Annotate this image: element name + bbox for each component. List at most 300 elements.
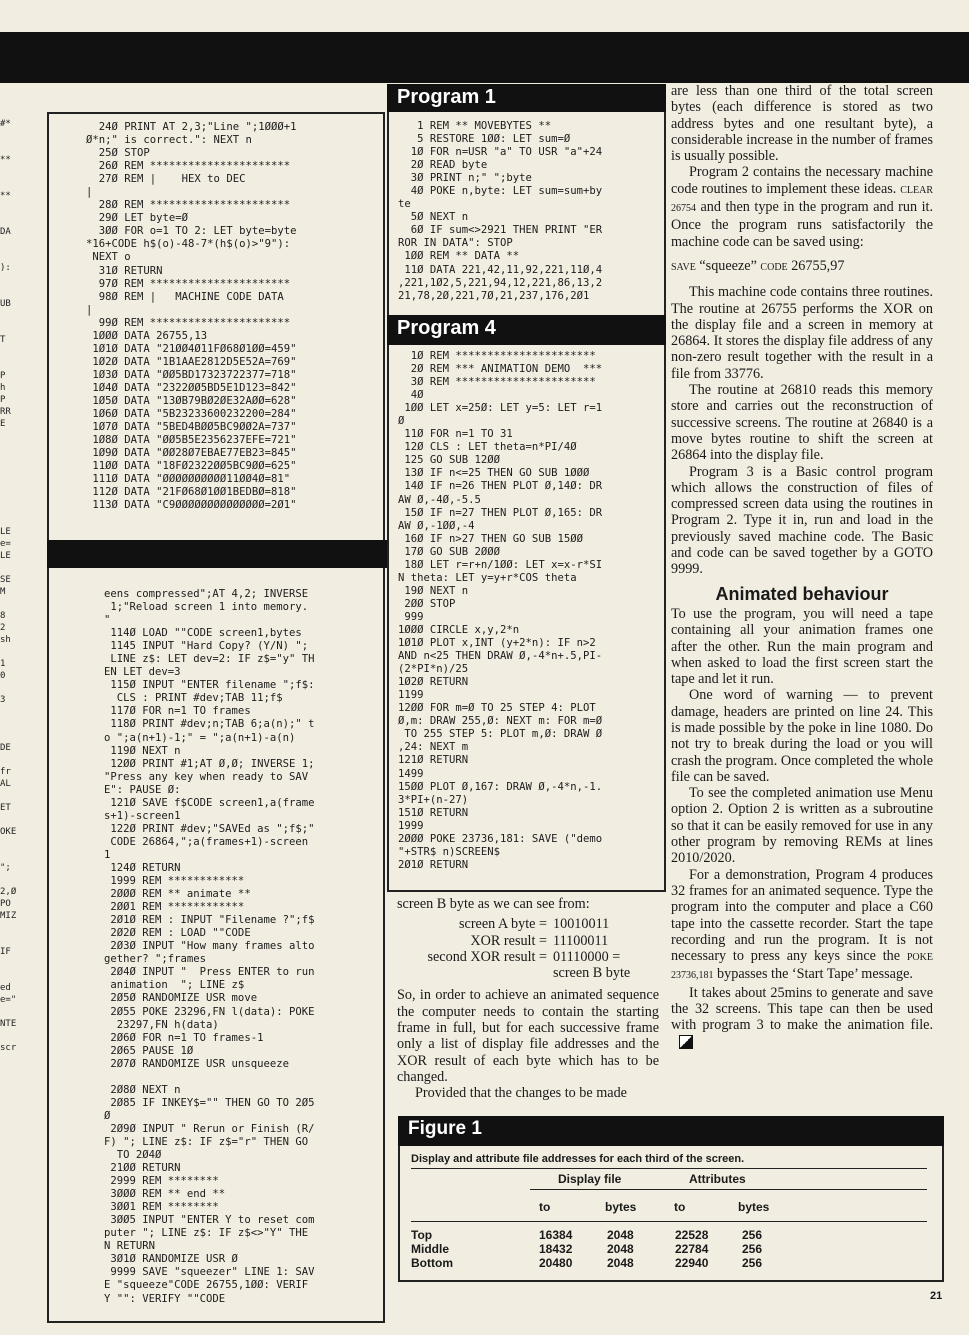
code-line: 1 REM ** MOVEBYTES ** xyxy=(398,120,552,132)
edge-fragment xyxy=(0,1030,45,1042)
edge-fragment xyxy=(0,514,45,526)
sub-header-rule xyxy=(411,1221,927,1222)
edge-fragment: ** xyxy=(0,191,11,201)
table-row-bottom xyxy=(411,1256,927,1270)
table-cell: 256 xyxy=(742,1228,763,1242)
code-line: 1ØØØ DATA 26755,13 xyxy=(86,329,208,342)
edge-fragment: ed xyxy=(0,983,11,993)
col1-right-rule xyxy=(383,112,385,540)
code-line: 1 xyxy=(104,848,111,861)
right-paragraph-2-text-b: and then type in the program and run it. Once the program runs satisfactorily the machine code can be saved using: xyxy=(671,199,933,250)
code-line: 114Ø LOAD ""CODE screen1,bytes xyxy=(104,627,302,640)
code-line: 2Ø8Ø NEXT n xyxy=(104,1083,181,1096)
edge-fragment xyxy=(0,322,45,334)
right-paragraph-10-text: It takes about 25mins to generate and save the 32 screens. This tape can then be used with program 3 to make the animation file. xyxy=(671,984,933,1034)
sub-header-bytes: bytes xyxy=(738,1200,770,1214)
code-line: Ø*n;" is correct.": NEXT n xyxy=(86,134,252,147)
code-line: 1Ø7Ø DATA "5BED4BØØ5BC9ØØ2A=737" xyxy=(86,421,297,434)
sub-header-to: to xyxy=(674,1200,686,1214)
code-line: 1Ø8Ø DATA "ØØ5B5E2356237EFE=721" xyxy=(86,434,297,447)
code-line: 122Ø PRINT #dev;"SAVEd as ";f$;" xyxy=(104,822,315,835)
code-line: puter "; LINE z$: IF z$<>"Y" THE xyxy=(104,1227,309,1240)
code-line: 1Ø FOR n=USR "a" TO USR "a"+24 xyxy=(398,146,603,159)
table-cell: 16384 xyxy=(539,1228,573,1242)
edge-fragment xyxy=(0,478,45,490)
code-line: CODE 26864,";a(frames+1)-screen xyxy=(104,835,309,848)
figure1-table-area xyxy=(398,1146,944,1282)
right-paragraph-7: One word of warning — to prevent damage, headers are printed on line 24. This is made possible by the poke in line 1080. Do not try to break during the load or you will crash the program. Once completed the whole file can be saved. xyxy=(671,687,933,785)
code-line: 26Ø REM ********************** xyxy=(86,160,291,173)
col2-bottom-rule xyxy=(387,890,666,892)
edge-fragment xyxy=(0,142,45,154)
code-line: 3Ø1Ø RANDOMIZE USR Ø xyxy=(104,1253,238,1266)
code-line: 3ØØ5 INPUT "ENTER Y to reset com xyxy=(104,1214,315,1227)
code-line: 1Ø1Ø DATA "21ØØ4Ø11FØ68Ø1ØØ=459" xyxy=(86,342,297,355)
right-paragraph-2 xyxy=(671,164,933,249)
edge-fragment xyxy=(0,274,45,286)
code-line: 99Ø REM ********************** xyxy=(86,316,291,329)
code-line: 111Ø DATA "ØØØØØØØØØØ11ØØ4Ø=81" xyxy=(86,473,291,486)
edge-fragment: LE xyxy=(0,551,11,561)
code-line: 121Ø RETURN xyxy=(398,754,469,767)
code-line: AW Ø,-1ØØ,-4 xyxy=(398,519,475,532)
edge-fragment: e= xyxy=(0,539,11,549)
code-line: 16Ø IF n>27 THEN GO SUB 15ØØ xyxy=(398,532,583,545)
edge-fragment xyxy=(0,718,45,730)
code-line: Ø xyxy=(104,1109,111,1122)
page-number: 21 xyxy=(930,1290,943,1302)
edge-fragment: 1 xyxy=(0,659,6,669)
code-line: 5Ø NEXT n xyxy=(398,211,469,224)
edge-fragment: SE xyxy=(0,575,11,585)
code-line: 121Ø SAVE f$CODE screen1,a(frame xyxy=(104,796,315,809)
program1-listing xyxy=(398,120,602,303)
save-args: 26755,97 xyxy=(791,257,845,274)
code-line: "+STR$ n)SCREEN$ xyxy=(398,845,501,858)
code-line: 21,78,2Ø,221,7Ø,21,237,176,2Ø1 xyxy=(398,289,590,302)
header-band xyxy=(0,32,969,83)
table-cell: 2048 xyxy=(607,1256,634,1270)
code-line: ,24: NEXT m xyxy=(398,741,469,754)
code-line: 2ØØ1 REM ************ xyxy=(104,901,245,914)
col1-bottom-right-rule xyxy=(383,568,385,1322)
code-line: 3Ø REM ********************** xyxy=(398,376,596,389)
save-command xyxy=(671,258,933,276)
col1-left-rule xyxy=(47,112,49,1322)
col1-top-rule xyxy=(47,112,385,114)
edge-fragment: ** xyxy=(0,155,11,165)
edge-fragment: LE xyxy=(0,527,11,537)
code-line: 1ØØ REM ** DATA ** xyxy=(398,250,520,263)
table-cell: 22784 xyxy=(675,1242,709,1256)
code-line: 3Ø PRINT n;" ";byte xyxy=(398,172,532,185)
code-line: 1999 xyxy=(398,819,424,832)
code-line: 2Ø3Ø INPUT "How many frames alto xyxy=(104,940,315,953)
code-line: 15ØØ PLOT Ø,167: DRAW Ø,-4*n,-1. xyxy=(398,780,603,793)
code-line: 13Ø IF n<=25 THEN GO SUB 1ØØØ xyxy=(398,467,590,480)
edge-fragment: scr xyxy=(0,1043,17,1053)
table-row-top xyxy=(411,1228,927,1242)
edge-fragment: DA xyxy=(0,227,11,237)
edge-fragment: IF xyxy=(0,947,11,957)
table-cell: 22940 xyxy=(675,1256,709,1270)
code-keyword: CODE xyxy=(760,261,788,273)
xor-label: screen A byte = xyxy=(459,916,547,933)
col2-left-rule xyxy=(387,112,389,892)
figure1-caption-rule xyxy=(411,1168,927,1169)
edge-fragment xyxy=(0,598,45,610)
right-column-text xyxy=(671,83,933,1050)
code-line: 2ØØ STOP xyxy=(398,597,456,610)
program4-listing xyxy=(398,350,602,872)
col2-right-rule xyxy=(664,84,666,892)
code-line: AND n<25 THEN DRAW Ø,-4*n+.5,PI- xyxy=(398,650,603,663)
edge-fragment: sh xyxy=(0,635,11,645)
code-line: 25Ø STOP xyxy=(86,147,150,160)
xor-example xyxy=(397,916,659,981)
edge-fragment: #* xyxy=(0,119,11,129)
code-line: o ";a(n+1)-1;" = ";a(n+1)-a(n) xyxy=(104,731,296,744)
code-line: 27Ø REM | HEX to DEC xyxy=(86,173,246,186)
code-line: 1;"Reload screen 1 into memory. xyxy=(104,601,309,614)
edge-fragment: ET xyxy=(0,803,11,813)
edge-fragment: "; xyxy=(0,863,11,873)
edge-fragment xyxy=(0,706,45,718)
code-line: EN LET dev=3 xyxy=(104,666,181,679)
code-line: 1Ø4Ø DATA "2322ØØ5BD5E1D123=842" xyxy=(86,381,297,394)
code-line: 112Ø DATA "21FØ68Ø1ØØ1BEDBØ=818" xyxy=(86,486,297,499)
table-cell: 20480 xyxy=(539,1256,573,1270)
code-line: 28Ø REM ********************** xyxy=(86,199,291,212)
right-paragraph-9-text: For a demonstration, Program 4 produces 32 frames for an animated sequence. Type the program into the computer and place a C60 tape into the cassette recorder. Start the tape recording and run the program. It is not necessary to press any keys since the xyxy=(671,866,933,965)
edge-fragment: ): xyxy=(0,263,11,273)
code-line: 2Ø REM *** ANIMATION DEMO *** xyxy=(398,363,603,376)
code-line: 125 GO SUB 12ØØ xyxy=(398,454,501,467)
xor-label: XOR result = xyxy=(470,932,547,949)
sub-header-bytes: bytes xyxy=(605,1200,637,1214)
clear-command: CLEAR 26754 xyxy=(671,184,933,215)
edge-fragment: T xyxy=(0,335,6,345)
right-paragraph-4: The routine at 26810 reads this memory store and carries out the reconstruction of successive screens. The routine at 26840 is a move bytes routine to shift the screen at 26864 into the display file. xyxy=(671,382,933,464)
xor-value: 10010011 xyxy=(553,916,610,933)
code-line: 15Ø IF n=27 THEN PLOT Ø,165: DR xyxy=(398,506,603,519)
code-line: 98Ø REM | MACHINE CODE DATA xyxy=(86,290,284,303)
code-line: 2Ø1Ø REM : INPUT "Filename ?";f$ xyxy=(104,914,315,927)
code-line: 5 RESTORE 1ØØ: LET sum=Ø xyxy=(398,133,571,146)
table-cell: 2048 xyxy=(607,1228,634,1242)
edge-fragment: 3 xyxy=(0,695,6,705)
xor-row xyxy=(397,965,659,981)
code-line: 2ØØØ POKE 23736,181: SAVE ("demo xyxy=(398,832,603,845)
code-line: 115Ø INPUT "ENTER filename ";f$: xyxy=(104,679,315,692)
col1-bottom-rule xyxy=(47,1321,385,1323)
code-line: 2ØØØ REM ** animate ** xyxy=(104,888,251,901)
edge-fragment xyxy=(0,454,45,466)
edge-fragment xyxy=(0,346,45,358)
table-cell: 2048 xyxy=(607,1242,634,1256)
figure1-caption: Display and attribute file addresses for each third of the screen. xyxy=(411,1153,745,1165)
edge-fragment: PO xyxy=(0,899,11,909)
code-line: 1Ø1Ø PLOT x,INT (y+2*n): IF n>2 xyxy=(398,637,596,650)
code-line: 97Ø REM ********************** xyxy=(86,277,291,290)
edge-fragment xyxy=(0,250,45,262)
code-line: 2Ø55 POKE 23296,FN l(data): POKE xyxy=(104,1005,315,1018)
figure1-title: Figure 1 xyxy=(398,1116,944,1146)
edge-fragment: 2,Ø xyxy=(0,887,17,897)
edge-fragment: UB xyxy=(0,299,11,309)
code-line: 2Ø5Ø RANDOMIZE USR move xyxy=(104,992,258,1005)
code-line: 2Ø4Ø INPUT " Press ENTER to run xyxy=(104,966,315,979)
edge-fragment xyxy=(0,838,45,850)
edge-fragment xyxy=(0,238,45,250)
program-listing-top xyxy=(86,121,296,512)
edge-fragment: P xyxy=(0,395,6,405)
mid-paragraph-1: So, in order to achieve an animated sequence the computer needs to contain the starting frame in full, but for each successive frame only a list of display file addresses and the XOR result of each byte which has to be changed. xyxy=(397,987,659,1085)
table-row-middle xyxy=(411,1242,927,1256)
right-paragraph-6: To use the program, you will need a tape containing all your animation frames one after the other. Run the main program and when asked to load the first screen start the tape and let it run. xyxy=(671,605,933,688)
code-line: ROR IN DATA": STOP xyxy=(398,237,513,250)
xor-value: 11100011 xyxy=(553,932,609,949)
code-line: AW Ø,-4Ø,-5.5 xyxy=(398,493,481,506)
code-line: 18Ø LET r=r+n/1ØØ: LET x=x-r*SI xyxy=(398,558,603,571)
edge-fragment xyxy=(0,730,45,742)
code-line: 2Ø2Ø REM : LOAD ""CODE xyxy=(104,927,251,940)
right-paragraph-8: To see the completed animation use Menu option 2. Option 2 is written as a subroutine so that it can be easily removed for use in any other program by removing REMs at lines 2010/2020. xyxy=(671,785,933,867)
code-line: 117Ø FOR n=1 TO frames xyxy=(104,705,251,718)
code-line: 29Ø LET byte=Ø xyxy=(86,212,189,225)
code-line: 4Ø xyxy=(398,389,424,402)
code-line: 1Ø6Ø DATA "5B23233600232200=284" xyxy=(86,408,297,421)
code-line: 1Ø3Ø DATA "ØØ5BD17323722377=718" xyxy=(86,368,297,381)
right-paragraph-3: This machine code contains three routines. The routine at 26755 performs the XOR on the display file and a screen in memory at 26864. It stores the display file address of any non-zero result together with the result in a file from 33776. xyxy=(671,284,933,382)
code-line: 3ØØ1 REM ******** xyxy=(104,1201,219,1214)
code-line: 21ØØ RETURN xyxy=(104,1162,181,1175)
code-line: *16+CODE h$(o)-48-7*(h$(o)>"9"): xyxy=(86,238,291,251)
code-line: " xyxy=(104,614,111,627)
code-line: TO 2Ø4Ø xyxy=(104,1149,162,1162)
program4-title: Program 4 xyxy=(387,315,666,345)
code-line: E "squeeze"CODE 26755,1ØØ: VERIF xyxy=(104,1279,309,1292)
group-header-attributes: Attributes xyxy=(689,1172,746,1186)
code-line: 24Ø PRINT AT 2,3;"Line ";1ØØØ+1 xyxy=(86,121,297,133)
edge-fragment xyxy=(0,430,45,442)
right-paragraph-9-text-b: bypasses the ‘Start Tape’ message. xyxy=(717,966,913,983)
code-line: 2Ø1Ø RETURN xyxy=(398,858,469,871)
edge-fragment xyxy=(0,466,45,478)
xor-row xyxy=(397,933,659,949)
code-line: s+1)-screen1 xyxy=(104,809,181,822)
edge-fragment xyxy=(0,286,45,298)
edge-fragment xyxy=(0,646,45,658)
code-line: NEXT o xyxy=(86,251,131,264)
edge-fragment: M xyxy=(0,587,6,597)
right-paragraph-5: Program 3 is a Basic control program which allows the construction of files of compressed screen data using the routines in Program 2. Type it in, run and load in the previously saved machine code. The Basic and code can be saved together by a GOTO 9999. xyxy=(671,463,933,578)
code-line: 1ØØ LET x=25Ø: LET y=5: LET r=1 xyxy=(398,402,603,415)
code-line: 113Ø DATA "C9ØØØØØØØØØØØØØØ=2Ø1" xyxy=(86,499,297,512)
edge-fragment xyxy=(0,682,45,694)
code-line: N RETURN xyxy=(104,1240,156,1253)
xor-label: second XOR result = xyxy=(427,948,547,965)
edge-fragment xyxy=(0,202,45,214)
code-line: N theta: LET y=y+r*COS theta xyxy=(398,571,577,584)
code-line: F) "; LINE z$: IF z$="r" THEN GO xyxy=(104,1135,309,1148)
end-mark-icon xyxy=(679,1035,693,1049)
code-line: 6Ø IF sum<>2921 THEN PRINT "ER xyxy=(398,224,603,237)
edge-fragment xyxy=(0,754,45,766)
edge-fragment xyxy=(0,178,45,190)
code-line: Ø xyxy=(398,415,405,428)
code-line: E": PAUSE Ø: xyxy=(104,783,181,796)
code-line: 2Ø7Ø RANDOMIZE USR unsqueeze xyxy=(104,1057,289,1070)
edge-fragment xyxy=(0,790,45,802)
code-line: 118Ø PRINT #dev;n;TAB 6;a(n);" t xyxy=(104,718,315,731)
edge-fragment xyxy=(0,166,45,178)
code-line: | xyxy=(86,186,93,199)
edge-fragment: DE xyxy=(0,743,11,753)
code-line: 2Ø6Ø FOR n=1 TO frames-1 xyxy=(104,1031,264,1044)
row-name: Top xyxy=(411,1228,433,1242)
mid-column-text xyxy=(397,896,659,1102)
edge-fragment xyxy=(0,562,45,574)
code-line: (2*PI*n)/25 xyxy=(398,663,469,676)
group-header-rule xyxy=(530,1189,927,1190)
code-line: te xyxy=(398,198,411,211)
code-line: 3*PI+(n-27) xyxy=(398,793,469,806)
code-line: 1Ø5Ø DATA "13ØB79BØ2ØE32AØØ=628" xyxy=(86,394,297,407)
code-line: 1Ø REM ********************** xyxy=(398,350,596,362)
code-line: 2Ø85 IF INKEY$="" THEN GO TO 2Ø5 xyxy=(104,1096,315,1109)
table-cell: 18432 xyxy=(539,1242,573,1256)
code-line: 9999 SAVE "squeezer" LINE 1: SAV xyxy=(104,1266,315,1279)
mid-paragraph-2: Provided that the changes to be made xyxy=(415,1085,627,1102)
code-line: 17Ø GO SUB 2ØØØ xyxy=(398,545,501,558)
edge-fragment: e=" xyxy=(0,995,17,1005)
edge-fragment xyxy=(0,502,45,514)
edge-fragment xyxy=(0,934,45,946)
code-line: 1Ø9Ø DATA "ØØ28Ø7EBAE77EB23=845" xyxy=(86,447,297,460)
xor-value: screen B byte xyxy=(553,965,631,982)
edge-fragment xyxy=(0,130,45,142)
edge-fragment: 0 xyxy=(0,671,6,681)
xor-row xyxy=(397,916,659,932)
save-filename: “squeeze” xyxy=(699,257,757,274)
edge-fragment: NTE xyxy=(0,1019,17,1029)
edge-fragment: 8 xyxy=(0,611,6,621)
right-paragraph-9 xyxy=(671,867,933,985)
code-line: 12Ø CLS : LET theta=n*PI/4Ø xyxy=(398,441,577,454)
edge-fragment xyxy=(0,814,45,826)
code-line: 31Ø RETURN xyxy=(86,264,163,277)
edge-fragment xyxy=(0,1006,45,1018)
program-listing-bottom xyxy=(104,588,314,1306)
edge-fragment xyxy=(0,442,45,454)
edge-fragment xyxy=(0,922,45,934)
code-line: 1499 xyxy=(398,767,424,780)
edge-fragment xyxy=(0,358,45,370)
code-line: 3ØØ FOR o=1 TO 2: LET byte=byte xyxy=(86,225,297,238)
code-line: 1199 xyxy=(398,689,424,702)
code-line: 23297,FN h(data) xyxy=(104,1018,219,1031)
edge-fragment: h xyxy=(0,383,6,393)
edge-fragment xyxy=(0,970,45,982)
code-line: | xyxy=(86,303,93,316)
code-line: 4Ø POKE n,byte: LET sum=sum+by xyxy=(398,185,603,198)
code-line: 2Ø65 PAUSE 1Ø xyxy=(104,1044,194,1057)
code-line: eens compressed";AT 4,2; INVERSE xyxy=(104,588,309,600)
edge-fragment: MIZ xyxy=(0,911,17,921)
xor-value: 01110000 = xyxy=(553,948,621,965)
code-line: 151Ø RETURN xyxy=(398,806,469,819)
edge-fragment xyxy=(0,958,45,970)
code-line: 2Ø9Ø INPUT " Rerun or Finish (R/ xyxy=(104,1122,315,1135)
code-line: 11Ø FOR n=1 TO 31 xyxy=(398,428,513,441)
edge-fragment xyxy=(0,874,45,886)
code-line: 1999 REM ************ xyxy=(104,875,245,888)
code-line: ,221,1Ø2,5,221,94,12,221,86,13,2 xyxy=(398,276,603,289)
code-line: 3ØØØ REM ** end ** xyxy=(104,1188,226,1201)
row-name: Bottom xyxy=(411,1256,453,1270)
code-line: 1ØØØ CIRCLE x,y,2*n xyxy=(398,623,520,636)
code-line: 19Ø NEXT n xyxy=(398,584,469,597)
code-line: animation "; LINE z$ xyxy=(104,979,245,992)
adjacent-page-edge xyxy=(0,118,45,1054)
code-line: gether? ";frames xyxy=(104,953,207,966)
poke-command: POKE 23736,181 xyxy=(671,952,933,982)
code-line: Ø,m: DRAW 255,Ø: NEXT m: FOR m=Ø xyxy=(398,715,603,728)
row-name: Middle xyxy=(411,1242,449,1256)
code-line: 119Ø NEXT n xyxy=(104,744,181,757)
edge-fragment xyxy=(0,490,45,502)
code-line: 14Ø IF n=26 THEN PLOT Ø,14Ø: DR xyxy=(398,480,603,493)
edge-fragment: OKE xyxy=(0,827,17,837)
col1-divider-band xyxy=(47,540,387,568)
edge-fragment: 2 xyxy=(0,623,6,633)
xor-intro: screen B byte as we can see from: xyxy=(397,896,590,912)
right-paragraph-10 xyxy=(671,985,933,1050)
save-keyword: SAVE xyxy=(671,261,696,273)
code-line: "Press any key when ready to SAV xyxy=(104,770,309,783)
code-line: 124Ø RETURN xyxy=(104,861,181,874)
right-paragraph-1: are less than one third of the total screen bytes (each difference is stored as two address bytes and one resultant byte), a considerable increase in the number of frames is usually possible. xyxy=(671,83,933,165)
code-line: 11Ø DATA 221,42,11,92,221,11Ø,4 xyxy=(398,263,603,276)
edge-fragment: E xyxy=(0,419,6,429)
edge-fragment xyxy=(0,310,45,322)
group-header-display: Display file xyxy=(558,1172,622,1186)
edge-fragment: AL xyxy=(0,779,11,789)
code-line: 2999 REM ******** xyxy=(104,1175,219,1188)
table-cell: 256 xyxy=(742,1256,763,1270)
table-cell: 22528 xyxy=(675,1228,709,1242)
edge-fragment: RR xyxy=(0,407,11,417)
code-line: Y "": VERIFY ""CODE xyxy=(104,1292,226,1305)
code-line: 1145 INPUT "Hard Copy? (Y/N) "; xyxy=(104,640,309,653)
code-line: 999 xyxy=(398,610,424,623)
edge-fragment: fr xyxy=(0,767,11,777)
code-line: 2Ø READ byte xyxy=(398,159,488,172)
edge-fragment xyxy=(0,850,45,862)
program1-title: Program 1 xyxy=(387,84,666,112)
code-line: 12ØØ PRINT #1;AT Ø,Ø; INVERSE 1; xyxy=(104,757,315,770)
code-line: LINE z$: LET dev=2: IF z$="y" TH xyxy=(104,653,315,666)
code-line: 11ØØ DATA "18FØ2322ØØ5BC9ØØ=625" xyxy=(86,460,297,473)
code-line: 1Ø2Ø DATA "1B1AAE2812D5E52A=769" xyxy=(86,355,297,368)
edge-fragment xyxy=(0,214,45,226)
code-line xyxy=(104,1071,314,1084)
right-paragraph-2-text: Program 2 contains the necessary machine code routines to implement these ideas. xyxy=(671,164,933,197)
code-line: 1Ø2Ø RETURN xyxy=(398,676,469,689)
sub-header-to: to xyxy=(539,1200,551,1214)
section-heading: Animated behaviour xyxy=(715,583,889,604)
